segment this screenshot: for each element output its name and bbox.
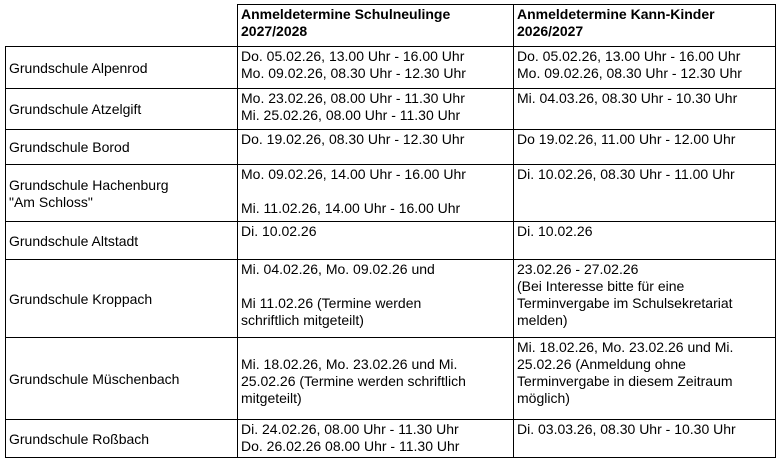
neulinge-dates-cell-line: Do. 26.02.26 08.00 Uhr - 11.30 Uhr — [241, 438, 460, 454]
kann-kinder-dates-cell — [514, 89, 776, 130]
kann-kinder-dates-cell-line: Di. 10.02.26 — [517, 223, 593, 239]
school-name-cell — [6, 47, 238, 89]
kann-kinder-dates-cell — [514, 130, 776, 165]
kann-kinder-dates-cell — [514, 260, 776, 338]
kann-kinder-dates-cell — [514, 47, 776, 89]
kann-kinder-dates-cell-line: Terminvergabe im Schulsekretariat — [517, 295, 733, 311]
table-row — [6, 420, 776, 458]
neulinge-dates-cell-line: Di. 24.02.26, 08.00 Uhr - 11.30 Uhr — [241, 421, 459, 437]
kann-kinder-dates-cell — [514, 338, 776, 420]
neulinge-dates-cell-line: Mi. 04.02.26, Mo. 09.02.26 und — [241, 261, 435, 277]
table-row — [6, 338, 776, 420]
neulinge-dates-cell — [238, 89, 514, 130]
table-row — [6, 47, 776, 89]
neulinge-dates-cell-line: Mo. 09.02.26, 08.30 Uhr - 12.30 Uhr — [241, 65, 466, 81]
neulinge-dates-cell-line: Mi. 18.02.26, Mo. 23.02.26 und Mi. — [241, 356, 458, 372]
neulinge-dates-cell-line: Di. 10.02.26 — [241, 223, 317, 239]
neulinge-dates-cell-line — [241, 183, 511, 200]
schedule-document — [5, 4, 775, 472]
table-row — [6, 130, 776, 165]
neulinge-dates-cell-line: 25.02.26 (Termine werden schriftlich — [241, 373, 466, 389]
kann-kinder-dates-cell-line: 25.02.26 (Anmeldung ohne — [517, 356, 686, 372]
neulinge-dates-cell — [238, 130, 514, 165]
table-row — [6, 260, 776, 338]
header-row — [6, 5, 776, 47]
school-name-cell — [6, 89, 238, 130]
kann-kinder-dates-cell-line: Do. 05.02.26, 13.00 Uhr - 16.00 Uhr — [517, 48, 741, 64]
neulinge-dates-cell-line — [241, 339, 511, 356]
school-name-cell — [6, 222, 238, 260]
neulinge-dates-cell-line: Mo. 23.02.26, 08.00 Uhr - 11.30 Uhr — [241, 90, 465, 106]
header-kann-line-1: Anmeldetermine Kann-Kinder — [517, 6, 715, 22]
school-name-cell — [6, 260, 238, 338]
neulinge-dates-cell-line: Do. 19.02.26, 08.30 Uhr - 12.30 Uhr — [241, 131, 465, 147]
school-name-cell-line: Grundschule Borod — [9, 139, 130, 155]
kann-kinder-dates-cell-line: Mi. 04.03.26, 08.30 Uhr - 10.30 Uhr — [517, 90, 738, 106]
kann-kinder-dates-cell — [514, 222, 776, 260]
school-name-cell-line: Grundschule Müschenbach — [9, 370, 180, 387]
kann-kinder-dates-cell-line: Mi. 18.02.26, Mo. 23.02.26 und Mi. — [517, 339, 734, 355]
header-neulinge-line-2: 2027/2028 — [241, 23, 308, 39]
kann-kinder-dates-cell-line: Terminvergabe in diesem Zeitraum — [517, 373, 733, 389]
neulinge-dates-cell-line: Do. 05.02.26, 13.00 Uhr - 16.00 Uhr — [241, 48, 465, 64]
school-name-cell-line: Grundschule Hachenburg — [9, 176, 169, 193]
school-name-cell-line: Grundschule Atzelgift — [9, 101, 142, 117]
neulinge-dates-cell-line: mitgeteilt) — [241, 390, 302, 406]
neulinge-dates-cell — [238, 47, 514, 89]
school-name-cell — [6, 338, 238, 420]
table-row — [6, 165, 776, 222]
header-kann-kinder — [514, 5, 776, 47]
neulinge-dates-cell — [238, 165, 514, 222]
neulinge-dates-cell — [238, 338, 514, 420]
header-kann-line-2: 2026/2027 — [517, 23, 584, 39]
neulinge-dates-cell-line: Mi. 25.02.26, 08.00 Uhr - 11.30 Uhr — [241, 107, 461, 123]
kann-kinder-dates-cell-line: (Bei Interesse bitte für eine — [517, 278, 685, 294]
school-name-cell — [6, 165, 238, 222]
table-row — [6, 89, 776, 130]
kann-kinder-dates-cell-line: 23.02.26 - 27.02.26 — [517, 261, 639, 277]
kann-kinder-dates-cell — [514, 420, 776, 458]
school-name-cell — [6, 420, 238, 458]
school-name-cell-line: Grundschule Altstadt — [9, 232, 139, 249]
school-name-cell-line: Grundschule Alpenrod — [9, 59, 148, 76]
kann-kinder-dates-cell-line: Do 19.02.26, 11.00 Uhr - 12.00 Uhr — [517, 131, 736, 147]
neulinge-dates-cell-line: Mi 11.02.26 (Termine werden — [241, 295, 422, 311]
registration-table — [5, 4, 776, 458]
neulinge-dates-cell-line: schriftlich mitgeteilt) — [241, 312, 364, 328]
header-neulinge-line-1: Anmeldetermine Schulneulinge — [241, 6, 451, 22]
neulinge-dates-cell — [238, 222, 514, 260]
neulinge-dates-cell-line: Mo. 09.02.26, 14.00 Uhr - 16.00 Uhr — [241, 166, 466, 182]
kann-kinder-dates-cell-line: Di. 03.03.26, 08.30 Uhr - 10.30 Uhr — [517, 421, 736, 437]
neulinge-dates-cell — [238, 420, 514, 458]
kann-kinder-dates-cell — [514, 165, 776, 222]
neulinge-dates-cell-line — [241, 278, 511, 295]
school-name-cell-line: Grundschule Roßbach — [9, 430, 150, 447]
kann-kinder-dates-cell-line: melden) — [517, 312, 568, 328]
school-name-cell-line: Grundschule Kroppach — [9, 290, 153, 307]
header-blank-cell — [6, 5, 238, 47]
kann-kinder-dates-cell-line: Mo. 09.02.26, 08.30 Uhr - 12.30 Uhr — [517, 65, 742, 81]
neulinge-dates-cell-line: Mi. 11.02.26, 14.00 Uhr - 16.00 Uhr — [241, 200, 461, 216]
school-name-cell-line: "Am Schloss" — [9, 193, 93, 210]
school-name-cell — [6, 130, 238, 165]
table-row — [6, 222, 776, 260]
kann-kinder-dates-cell-line: Di. 10.02.26, 08.30 Uhr - 11.00 Uhr — [517, 166, 735, 182]
header-neulinge — [238, 5, 514, 47]
kann-kinder-dates-cell-line: möglich) — [517, 390, 570, 406]
neulinge-dates-cell — [238, 260, 514, 338]
